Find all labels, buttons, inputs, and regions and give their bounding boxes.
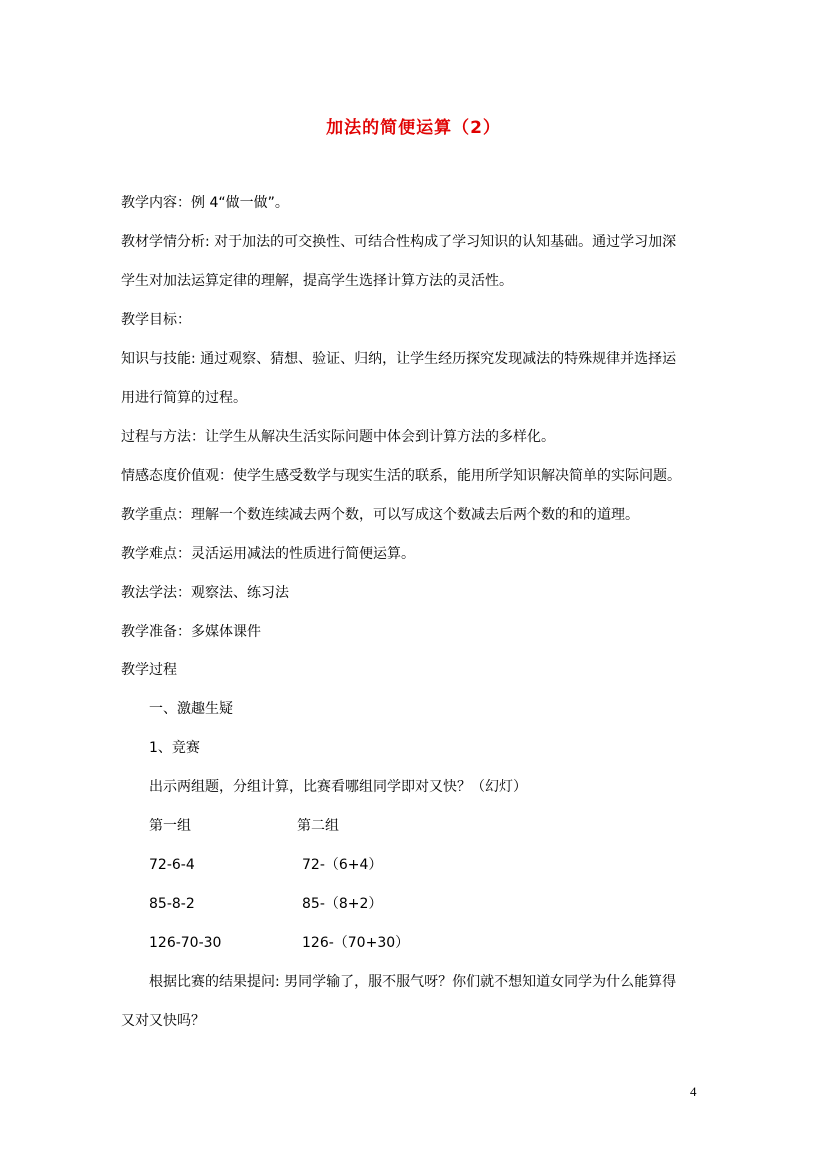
procedure-heading: 教学过程 [121,662,177,678]
emotion-line: 情感态度价值观：使学生感受数学与现实生活的联系，能用所学知识解决简单的实际问题。 [121,468,681,484]
section-heading: 一、激趣生疑 [149,701,233,717]
page-number: 4 [690,1084,697,1099]
group-1-problem: 85-8-2 [149,896,195,912]
question-line-2: 又对又快吗？ [121,1013,205,1029]
task-line: 出示两组题，分组计算，比赛看哪组同学即对又快？（幻灯） [149,779,527,795]
group-1-problem: 126-70-30 [149,935,222,951]
group-2-problem: 85-（8+2） [302,896,383,912]
group-1-label: 第一组 [149,818,191,834]
process-line: 过程与方法：让学生从解决生活实际问题中体会到计算方法的多样化。 [121,429,555,445]
group-2-problem: 126-（70+30） [302,935,410,951]
item-heading: 1、竞赛 [149,740,200,756]
page-title: 加法的简便运算（2） [326,118,501,138]
question-line-1: 根据比赛的结果提问: 男同学输了，服不服气呀？你们就不想知道女同学为什么能算得 [149,974,677,990]
methods-line: 教法学法：观察法、练习法 [121,585,289,601]
analysis-line-2: 学生对加法运算定律的理解，提高学生选择计算方法的灵活性。 [121,273,513,289]
knowledge-line-2: 用进行简算的过程。 [121,390,247,406]
group-2-label: 第二组 [297,818,339,834]
knowledge-line-1: 知识与技能: 通过观察、猜想、验证、归纳，让学生经历探究发现减法的特殊规律并选择运 [121,351,677,367]
group-1-problem: 72-6-4 [149,857,195,873]
difficulty-line: 教学难点：灵活运用减法的性质进行简便运算。 [121,546,415,562]
goals-heading: 教学目标： [121,312,191,328]
preparation-line: 教学准备：多媒体课件 [121,624,261,640]
content-line: 教学内容：例 4“做一做”。 [121,195,289,211]
key-point-line: 教学重点：理解一个数连续减去两个数，可以写成这个数减去后两个数的和的道理。 [121,507,639,523]
group-2-problem: 72-（6+4） [302,857,383,873]
analysis-line-1: 教材学情分析: 对于加法的可交换性、可结合性构成了学习知识的认知基础。通过学习加深 [121,234,677,250]
